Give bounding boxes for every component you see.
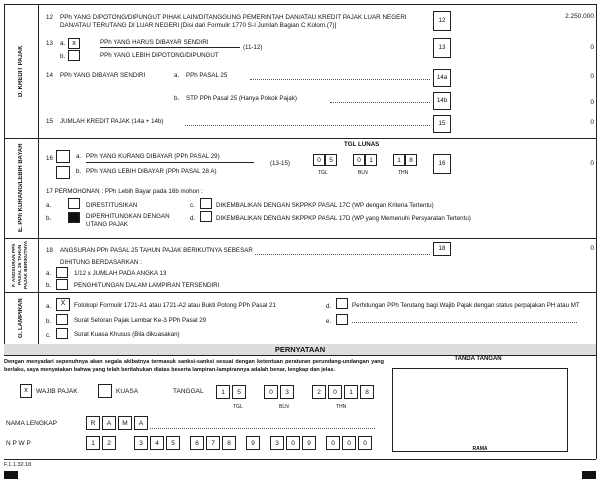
frame-top [4,4,596,5]
section-g-label: G. LAMPIRAN [18,298,24,338]
row-13-formula: (11-12) [243,44,263,51]
tgl-lunas-digit[interactable]: 0 [353,154,365,166]
row-16-b-checkbox[interactable] [56,166,70,179]
row-17-text: 17 PERMOHONAN : PPh Lebih Bayar pada 16b mohon : [46,188,203,195]
tanggal-digit[interactable]: 8 [360,385,374,399]
section-e-label: E. PPh KURANG/LEBIH BAYAR [18,143,24,233]
row-14a-box: 14a [433,69,451,87]
row-18-no: 18 [46,247,53,254]
tanggal-digit[interactable]: 5 [232,385,246,399]
row-17-b-checkbox[interactable] [68,212,80,223]
tgl-lunas-digit[interactable]: 1 [393,154,405,166]
npwp-char[interactable]: 8 [222,436,236,450]
corner-marker-left [4,471,18,479]
npwp-char[interactable]: 0 [286,436,300,450]
lampiran-c-text: Surat Kuasa Khusus (Bila dikuasakan) [74,331,180,338]
pernyataan-text: Dengan menyadari sepenuhnya akan segala akibatnya termasuk sanksi-sanksi sesuai dengan ketentuan peraturan perundang-undangan yang berlaku, saya menyatakan bahwa yang telah beritahukan diatas beserta lampiran-lampirannya adalah benar, lengkap dan jelas. [4,359,384,373]
row-18-a: a. [46,270,52,277]
section-f-bottom [4,292,596,293]
row-18-b: b. [46,282,52,289]
npwp-char[interactable]: 9 [246,436,260,450]
kuasa-checkbox[interactable] [98,384,112,398]
npwp-char[interactable]: 4 [150,436,164,450]
npwp-char[interactable]: 0 [342,436,356,450]
row-14-text: PPh YANG DIBAYAR SENDIRI [60,72,146,79]
section-divider [38,4,39,344]
npwp-char[interactable]: 3 [270,436,284,450]
row-17-b-text: DIPERHITUNGKAN DENGAN UTANG PAJAK [86,213,170,228]
row-16-a-text: PPh YANG KURANG DIBAYAR (PPh PASAL 29) [86,153,220,160]
row-16-a-checkbox[interactable] [56,150,70,163]
section-d-bottom [4,138,596,139]
row-14-b-text: STP PPh Pasal 25 (Hanya Pokok Pajak) [186,95,297,102]
lampiran-a-checkbox[interactable]: X [56,298,70,311]
tanggal-label: TANGGAL [173,388,204,395]
signature-box[interactable] [392,368,568,452]
lampiran-c-checkbox[interactable] [56,328,68,339]
row-13-box: 13 [433,38,451,58]
frame-bottom [4,459,596,460]
signature-name: RAMA [472,446,488,452]
row-14b-dots [330,102,430,103]
row-14a-dots [250,79,430,80]
lampiran-d-text: Perhitungan PPh Terutang bagi Wajib Pajak dengan status perpajakan PH atau MT [352,302,580,309]
row-15-no: 15 [46,118,53,125]
tgl-lunas-tgl-label: TGL [318,170,328,176]
lampiran-e: e. [326,318,332,325]
row-12-box: 12 [433,11,451,31]
row-18-box: 18 [433,242,451,256]
row-18-a-checkbox[interactable] [56,267,68,278]
nama-char[interactable]: A [102,416,116,430]
row-13-b-text: PPh YANG LEBIH DIPOTONG/DIPUNGUT [100,52,219,59]
form-code: F.1.1.32.18 [4,462,32,468]
row-16-box: 16 [433,154,451,174]
row-13-b-checkbox[interactable] [68,50,80,61]
tgl-lunas-bln-label: BLN [358,170,368,176]
row-16-a: a. [76,153,82,160]
frame-right [596,4,597,459]
row-16-no: 16 [46,155,53,162]
row-16-formula: (13-15) [270,160,290,167]
row-15-value[interactable]: 0 [590,119,594,126]
tgl-lunas-label: TGL LUNAS [344,141,380,148]
pernyataan-title: PERNYATAAN [4,344,596,356]
section-f-label: F. ANGSURAN PPh PASAL 25 TAHUN PAJAK BERIKUTNYA [12,240,29,290]
npwp-char[interactable]: 3 [134,436,148,450]
tanggal-thn-label: THN [336,404,347,410]
row-13-value[interactable]: 0 [590,44,594,51]
row-14-b: b. [174,95,180,102]
row-18-dots [255,254,430,255]
npwp-char[interactable]: 7 [206,436,220,450]
row-17-c: c. [190,202,195,209]
row-18-value[interactable]: 0 [590,245,594,252]
row-12-text [60,14,425,30]
tanggal-digit[interactable]: 1 [216,385,230,399]
npwp-label: N P W P [6,440,31,447]
row-17-a: a. [46,202,52,209]
tgl-lunas-digit[interactable]: 5 [325,154,337,166]
tanggal-digit[interactable]: 0 [264,385,278,399]
row-14a-value[interactable]: 0 [590,73,594,80]
tgl-lunas-digit[interactable]: 1 [365,154,377,166]
row-18-a-text: 1/12 x JUMLAH PADA ANGKA 13 [74,270,167,277]
lampiran-a-text: Fotokopi Formulir 1721-A1 atau 1721-A2 atau Bukti Potong PPh Pasal 21 [74,302,276,309]
tgl-lunas-digit[interactable]: 0 [313,154,325,166]
lampiran-e-checkbox[interactable] [336,314,348,325]
row-13-a-text: PPh YANG HARUS DIBAYAR SENDIRI [100,39,209,46]
npwp-char[interactable]: 5 [166,436,180,450]
tanggal-bln-label: BLN [279,404,289,410]
tanggal-tgl-label: TGL [233,404,243,410]
section-e-bottom [4,238,596,239]
row-14b-value[interactable]: 0 [590,99,594,106]
row-16-fraction-line [86,162,254,163]
tanda-tangan-label: TANDA TANGAN [454,356,502,362]
tanggal-digit[interactable]: 0 [328,385,342,399]
row-17-a-text: DIRESTITUSIKAN [86,202,138,209]
npwp-char[interactable]: 0 [358,436,372,450]
row-15-text: JUMLAH KREDIT PAJAK (14a + 14b) [60,118,164,125]
row-13-fraction-line [100,47,240,48]
npwp-char[interactable]: 6 [190,436,204,450]
lampiran-a: a. [46,303,52,310]
row-18-b-text: PENGHITUNGAN DALAM LAMPIRAN TERSENDIRI [74,282,220,289]
npwp-char[interactable]: 0 [326,436,340,450]
nama-dots [150,428,375,429]
npwp-char[interactable]: 1 [86,436,100,450]
row-15-box: 15 [433,115,451,133]
row-13-no: 13 [46,40,53,47]
row-16-b-text: PPh YANG LEBIH DIBAYAR (PPh PASAL 28 A) [86,168,217,175]
row-18-sub: DIHITUNG BERDASARKAN : [60,259,142,266]
nama-char[interactable]: R [86,416,100,430]
row-16-value[interactable]: 0 [590,160,594,167]
tanggal-digit[interactable]: 1 [344,385,358,399]
lampiran-e-dots [352,322,577,323]
lampiran-b: b. [46,318,52,325]
row-17-b: b. [46,215,52,222]
wajib-pajak-checkbox[interactable]: x [20,384,32,398]
lampiran-d-checkbox[interactable] [336,298,348,309]
row-14b-box: 14b [433,92,451,110]
lampiran-b-checkbox[interactable] [56,314,68,325]
row-14-a-text: PPh PASAL 25 [186,72,228,79]
nama-char[interactable]: M [118,416,132,430]
lampiran-d: d. [326,303,332,310]
row-13-b: b. [60,53,66,60]
row-17-a-checkbox[interactable] [68,198,80,209]
section-d-label: D. KREDIT PAJAK [18,45,24,97]
row-18-text: ANGSURAN PPh PASAL 25 TAHUN PAJAK BERIKUTNYA SEBESAR [60,247,253,254]
row-16-b: b. [76,168,82,175]
tanggal-digit[interactable]: 2 [312,385,326,399]
row-15-dots [185,125,430,126]
row-17-d: d. [190,215,196,222]
row-12-value[interactable]: 2.250.000 [565,13,594,20]
row-12-label: PPh YANG DIPOTONG/DIPUNGUT PIHAK LAIN/DITANGGUNG PEMERINTAH DAN/ATAU KREDIT PAJAK LUAR NEGERI DAN/ATAU TERUTANG DI LUAR NEGERI [60,14,407,29]
kuasa-label: KUASA [116,388,139,395]
corner-marker-right [582,471,596,479]
row-14-no: 14 [46,72,53,79]
tgl-lunas-thn-label: THN [398,170,409,176]
nama-char[interactable]: A [134,416,148,430]
lampiran-b-text: Surat Setoran Pajak Lembar Ke-3 PPh Pasal 29 [74,317,207,324]
npwp-char[interactable]: 2 [102,436,116,450]
row-13-a: a. [60,40,66,47]
npwp-char[interactable]: 9 [302,436,316,450]
tanggal-digit[interactable]: 3 [280,385,294,399]
row-12-sub: [Disi dari Formulir 1770 S-I Jumlah Bagian C Kolom.(7)] [180,22,337,29]
row-17-c-text: DIKEMBALIKAN DENGAN SKPPKP PASAL 17C (WP dengan Kriteria Tertentu) [216,202,434,209]
row-13-a-checkbox[interactable]: x [68,38,80,49]
lampiran-c: c. [46,332,51,339]
tgl-lunas-digit[interactable]: 8 [405,154,417,166]
row-18-b-checkbox[interactable] [56,279,68,290]
row-12-no: 12 [46,14,53,21]
wajib-pajak-label: WAJIB PAJAK [36,388,78,395]
nama-lengkap-label: NAMA LENGKAP [6,420,57,427]
row-17-c-checkbox[interactable] [200,198,212,209]
row-14-a: a. [174,72,180,79]
row-17-d-text: DIKEMBALIKAN DENGAN SKPPKP PASAL 17D (WP yang Memenuhi Persyaratan Tertentu) [216,215,471,222]
row-17-d-checkbox[interactable] [200,211,212,222]
